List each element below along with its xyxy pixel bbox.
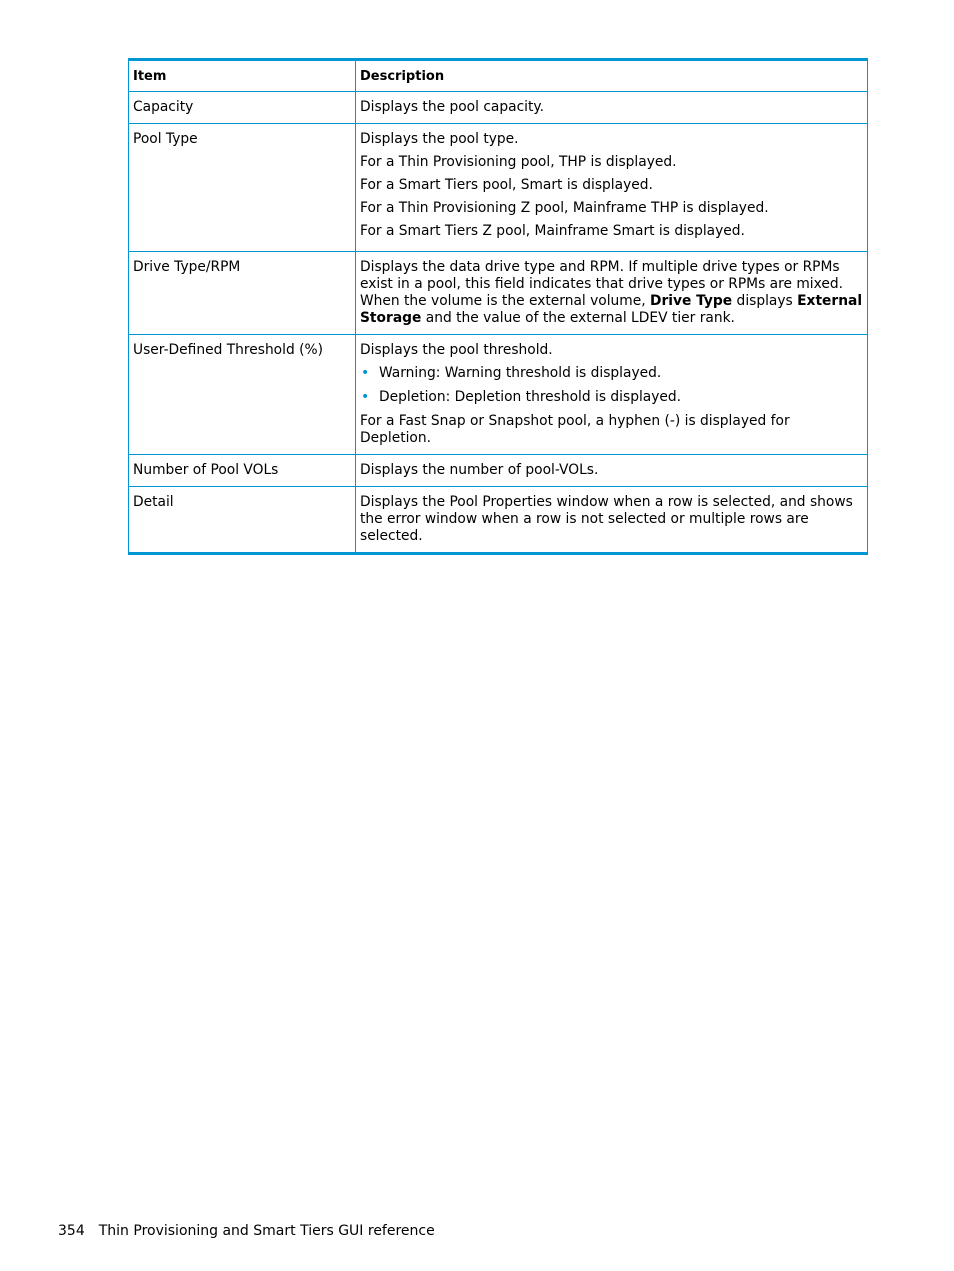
description-line: For a Smart Tiers Z pool, Mainframe Smart is displayed. [360,223,745,239]
table-row-capacity [129,92,868,124]
description-cell [356,124,868,252]
item-cell: Detail [129,487,356,554]
footer-title: Thin Provisioning and Smart Tiers GUI reference [98,1223,435,1239]
description-cell [356,252,868,335]
item-cell: Drive Type/RPM [129,252,356,335]
page-footer [58,1223,435,1239]
reference-table [128,58,868,555]
table-header-row [129,60,868,92]
ui-term-external-storage: External Storage [360,293,863,326]
table-row-threshold [129,335,868,455]
description-cell: Displays the number of pool-VOLs. [356,455,868,487]
item-cell: Number of Pool VOLs [129,455,356,487]
table-row-detail [129,487,868,554]
bullet-icon: • [361,365,370,381]
page-number: 354 [58,1223,85,1239]
description-line: For a Thin Provisioning pool, THP is displayed. [360,154,677,170]
description-cell: Displays the Pool Properties window when a row is selected, and shows the error window when a row is not selected or multiple rows are selected. [356,487,868,554]
description-line: Displays the pool threshold. [360,342,553,358]
description-line: For a Smart Tiers pool, Smart is displayed. [360,177,653,193]
bullet-icon: • [361,389,370,405]
threshold-list [360,365,863,406]
table-row-pool-vols [129,455,868,487]
description-text: displays [732,293,798,309]
table-row-drive-type [129,252,868,335]
description-line: Displays the pool type. [360,131,519,147]
description-text: Displays the data drive type and RPM. If multiple drive types or RPMs exist in a pool, this field indicates that drive types or RPMs are mixed. When the volume is the external volume, [360,259,843,309]
item-cell: User-Defined Threshold (%) [129,335,356,455]
description-line: For a Fast Snap or Snapshot pool, a hyphen (-) is displayed for Depletion. [360,413,790,446]
description-cell [356,335,868,455]
list-item: • Depletion: Depletion threshold is displayed. [361,389,682,405]
header-description: Description [356,60,868,92]
list-item: • Warning: Warning threshold is displayed. [361,365,662,381]
description-line: For a Thin Provisioning Z pool, Mainframe THP is displayed. [360,200,769,216]
item-cell: Capacity [129,92,356,124]
description-cell: Displays the pool capacity. [356,92,868,124]
item-cell: Pool Type [129,124,356,252]
description-text: and the value of the external LDEV tier rank. [421,310,735,326]
header-item: Item [129,60,356,92]
table-row-pool-type [129,124,868,252]
ui-term-drive-type: Drive Type [650,293,733,309]
